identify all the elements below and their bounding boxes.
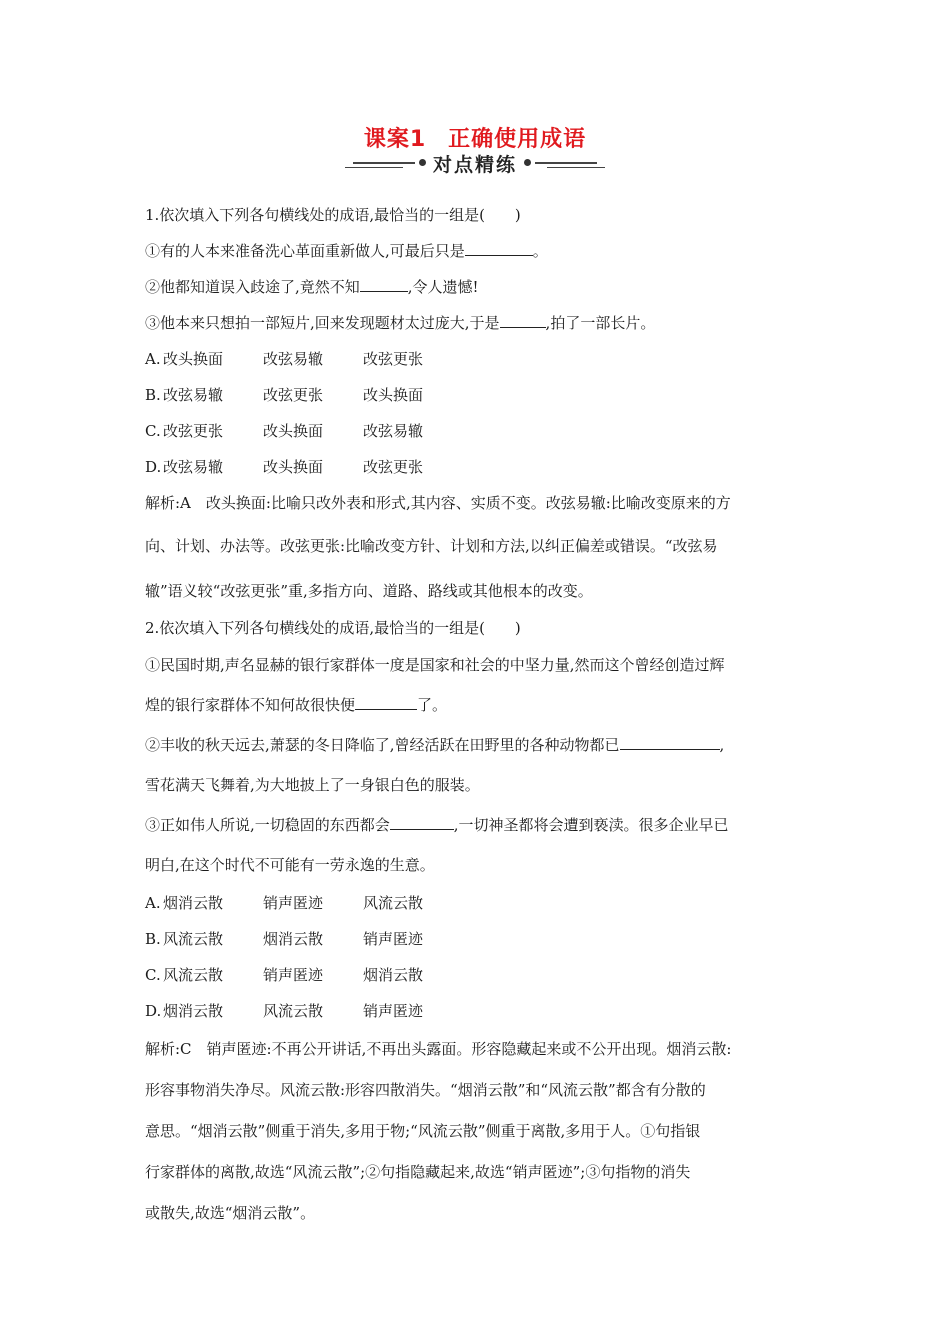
analysis-line: 解析:A 改头换面:比喻只改外表和形式,其内容、实质不变。改弦易辙:比喻改变原来的方 [145, 494, 731, 512]
analysis-line: 意思。“烟消云散”侧重于消失,多用于物;“风流云散”侧重于离散,多用于人。①句指银 [145, 1122, 701, 1140]
q2-analysis [145, 1029, 807, 1234]
q2-option-c: C. 风流云散 销声匿迹 烟消云散 [145, 966, 424, 984]
banner-divider-right [535, 162, 597, 164]
page-title [0, 122, 950, 153]
fill-blank [390, 815, 454, 830]
lesson-number: 课案1 [363, 127, 427, 152]
q1-option-b: B. 改弦易辙 改弦更张 改头换面 [145, 386, 424, 404]
banner-divider-right-thin [547, 167, 605, 168]
fill-blank [465, 241, 533, 256]
q2-option-b: B. 风流云散 烟消云散 销声匿迹 [145, 930, 424, 948]
lesson-topic: 正确使用成语 [448, 127, 587, 152]
fill-blank [500, 313, 546, 328]
q2-sentence-3: ③正如伟人所说,一切稳固的东西都会 ,一切神圣都将会遭到亵渎。很多企业早已 明白,在这个时代不可能有一劳永逸的生意。 [145, 816, 729, 874]
section-banner [345, 150, 605, 180]
fill-blank [355, 695, 417, 710]
q2-stem: 2.依次填入下列各句横线处的成语,最恰当的一组是( ) [145, 619, 521, 637]
analysis-line: 或散失,故选“烟消云散”。 [145, 1204, 316, 1222]
analysis-line: 辙”语义较“改弦更张”重,多指方向、道路、路线或其他根本的改变。 [145, 582, 593, 600]
fill-blank [360, 277, 408, 292]
q1-option-c: C. 改弦更张 改头换面 改弦易辙 [145, 422, 424, 440]
q2-sentence-2: ②丰收的秋天远去,萧瑟的冬日降临了,曾经活跃在田野里的各种动物都已 , 雪花满天飞舞着,为大地披上了一身银白色的服装。 [145, 736, 725, 794]
banner-dot-right [524, 159, 531, 166]
q1-analysis [145, 485, 807, 611]
analysis-line: 向、计划、办法等。改弦更张:比喻改变方针、计划和方法,以纠正偏差或错误。“改弦易 [145, 537, 718, 555]
q2-sentence-1: ①民国时期,声名显赫的银行家群体一度是国家和社会的中坚力量,然而这个曾经创造过辉 煌的银行家群体不知何故很快便 了。 [145, 656, 725, 714]
q1-sentence-2: ②他都知道误入歧途了,竟然不知 ,令人遗憾! [145, 278, 479, 296]
q2-option-d: D. 烟消云散 风流云散 销声匿迹 [145, 1002, 424, 1020]
exercise-content [145, 197, 807, 1234]
q1-sentence-3: ③他本来只想拍一部短片,回来发现题材太过庞大,于是 ,拍了一部长片。 [145, 314, 656, 332]
analysis-line: 解析:C 销声匿迹:不再公开讲话,不再出头露面。形容隐藏起来或不公开出现。烟消云散: [145, 1040, 732, 1058]
q1-option-d: D. 改弦易辙 改头换面 改弦更张 [145, 458, 424, 476]
q1-stem: 1.依次填入下列各句横线处的成语,最恰当的一组是( ) [145, 206, 521, 224]
q2-option-a: A. 烟消云散 销声匿迹 风流云散 [145, 894, 424, 912]
q1-option-a: A. 改头换面 改弦易辙 改弦更张 [145, 350, 424, 368]
section-title: 对点精练 [432, 154, 517, 176]
analysis-line: 形容事物消失净尽。风流云散:形容四散消失。“烟消云散”和“风流云散”都含有分散的 [145, 1081, 706, 1099]
analysis-line: 行家群体的离散,故选“风流云散”;②句指隐藏起来,故选“销声匿迹”;③句指物的消失 [145, 1163, 691, 1181]
q1-sentence-1: ①有的人本来准备洗心革面重新做人,可最后只是 。 [145, 242, 548, 260]
fill-blank [620, 735, 720, 750]
